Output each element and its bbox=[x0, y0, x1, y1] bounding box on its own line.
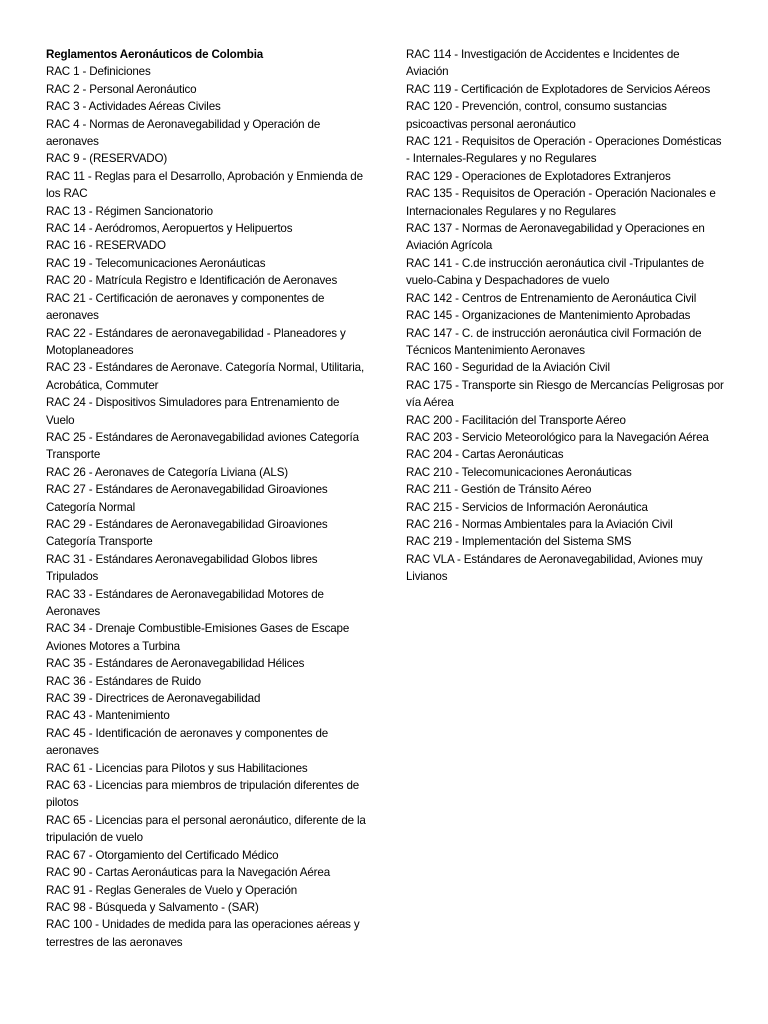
regulation-item: RAC 63 - Licencias para miembros de tripulación diferentes de pilotos bbox=[46, 779, 360, 810]
regulation-item: RAC 22 - Estándares de aeronavegabilidad - Planeadores y Motoplaneadores bbox=[46, 326, 346, 357]
regulation-item: RAC 203 - Servicio Meteorológico para la Navegación Aérea bbox=[406, 430, 709, 444]
right-column-list bbox=[406, 46, 724, 586]
regulation-item: RAC 33 - Estándares de Aeronavegabilidad Motores de Aeronaves bbox=[46, 587, 324, 618]
regulation-item: RAC 13 - Régimen Sancionatorio bbox=[46, 204, 213, 218]
regulation-item: RAC 147 - C. de instrucción aeronáutica civil Formación de Técnicos Mantenimiento Aeronaves bbox=[406, 326, 702, 357]
regulation-item: RAC 36 - Estándares de Ruido bbox=[46, 674, 201, 688]
regulation-item: RAC 67 - Otorgamiento del Certificado Médico bbox=[46, 848, 279, 862]
regulation-item: RAC 142 - Centros de Entrenamiento de Aeronáutica Civil bbox=[406, 291, 697, 305]
regulation-item: RAC 129 - Operaciones de Explotadores Extranjeros bbox=[406, 169, 671, 183]
regulation-item: RAC 210 - Telecomunicaciones Aeronáuticas bbox=[406, 465, 632, 479]
regulation-item: RAC 29 - Estándares de Aeronavegabilidad Giroaviones Categoría Transporte bbox=[46, 517, 328, 549]
regulation-item: RAC 43 - Mantenimiento bbox=[46, 709, 170, 723]
regulation-item: RAC 21 - Certificación de aeronaves y componentes de aeronaves bbox=[46, 291, 325, 323]
regulation-item: RAC 25 - Estándares de Aeronavegabilidad aviones Categoría Transporte bbox=[46, 430, 359, 462]
regulation-item: RAC 120 - Prevención, control, consumo sustancias psicoactivas personal aeronáutico bbox=[406, 100, 667, 131]
regulation-item: RAC 135 - Requisitos de Operación - Operación Nacionales e Internacionales Regulares y no Regulares bbox=[406, 187, 716, 218]
regulation-item: RAC 45 - Identificación de aeronaves y componentes de aeronaves bbox=[46, 726, 329, 758]
regulation-item: RAC 23 - Estándares de Aeronave. Categoría Normal, Utilitaria, Acrobática, Commuter bbox=[46, 361, 365, 392]
regulation-item: RAC 31 - Estándares Aeronavegabilidad Globos libres Tripulados bbox=[46, 552, 318, 584]
regulation-item: RAC 91 - Reglas Generales de Vuelo y Operación bbox=[46, 883, 298, 897]
regulation-item: RAC 39 - Directrices de Aeronavegabilidad bbox=[46, 692, 261, 706]
regulation-item: RAC 61 - Licencias para Pilotos y sus Habilitaciones bbox=[46, 761, 308, 775]
document-title: Reglamentos Aeronáuticos de Colombia bbox=[46, 48, 264, 61]
regulation-item: RAC 100 - Unidades de medida para las operaciones aéreas y terrestres de las aeronaves bbox=[46, 918, 360, 949]
regulation-item: RAC 3 - Actividades Aéreas Civiles bbox=[46, 100, 221, 114]
regulation-item: RAC 1 - Definiciones bbox=[46, 65, 151, 79]
regulation-item: RAC 215 - Servicios de Información Aeronáutica bbox=[406, 500, 648, 514]
regulation-item: RAC 204 - Cartas Aeronáuticas bbox=[406, 448, 564, 462]
regulation-item: RAC 26 - Aeronaves de Categoría Liviana (ALS) bbox=[46, 465, 289, 479]
regulation-item: RAC 24 - Dispositivos Simuladores para Entrenamiento de Vuelo bbox=[46, 396, 340, 427]
regulation-item: RAC 160 - Seguridad de la Aviación Civil bbox=[406, 361, 610, 375]
regulation-item: RAC 141 - C.de instrucción aeronáutica civil -Tripulantes de vuelo-Cabina y Despachadores de vuelo bbox=[406, 256, 704, 288]
regulation-item: RAC 20 - Matrícula Registro e Identificación de Aeronaves bbox=[46, 274, 338, 288]
regulation-item: RAC 11 - Reglas para el Desarrollo, Aprobación y Enmienda de los RAC bbox=[46, 169, 363, 201]
regulation-item: RAC 2 - Personal Aeronáutico bbox=[46, 82, 197, 96]
regulation-item: RAC 65 - Licencias para el personal aeronáutico, diferente de la tripulación de vuelo bbox=[46, 813, 366, 845]
regulation-item: RAC 14 - Aeródromos, Aeropuertos y Helipuertos bbox=[46, 222, 293, 236]
regulation-item: RAC 219 - Implementación del Sistema SMS bbox=[406, 535, 632, 549]
regulation-item: RAC 119 - Certificación de Explotadores de Servicios Aéreos bbox=[406, 82, 711, 96]
regulation-item: RAC 90 - Cartas Aeronáuticas para la Navegación Aérea bbox=[46, 866, 330, 880]
regulation-item: RAC 200 - Facilitación del Transporte Aéreo bbox=[406, 413, 626, 427]
regulation-item: RAC 98 - Búsqueda y Salvamento - (SAR) bbox=[46, 900, 259, 914]
regulation-item: RAC 19 - Telecomunicaciones Aeronáuticas bbox=[46, 256, 266, 270]
regulation-item: RAC 145 - Organizaciones de Mantenimiento Aprobadas bbox=[406, 309, 691, 323]
regulation-item: RAC 35 - Estándares de Aeronavegabilidad Hélices bbox=[46, 657, 305, 671]
regulation-item: RAC 34 - Drenaje Combustible-Emisiones Gases de Escape Aviones Motores a Turbina bbox=[46, 622, 350, 653]
document-title-item bbox=[46, 46, 366, 63]
regulation-item: RAC 121 - Requisitos de Operación - Operaciones Domésticas - Internales-Regulares y no Regulares bbox=[406, 135, 722, 166]
regulation-item: RAC VLA - Estándares de Aeronavegabilidad, Aviones muy Livianos bbox=[406, 552, 703, 584]
regulation-item: RAC 137 - Normas de Aeronavegabilidad y Operaciones en Aviación Agrícola bbox=[406, 222, 705, 253]
regulation-item: RAC 216 - Normas Ambientales para la Aviación Civil bbox=[406, 517, 673, 531]
regulation-item: RAC 114 - Investigación de Accidentes e Incidentes de Aviación bbox=[406, 48, 680, 79]
regulation-item: RAC 175 - Transporte sin Riesgo de Mercancías Peligrosas por vía Aérea bbox=[406, 378, 724, 410]
regulation-item: RAC 211 - Gestión de Tránsito Aéreo bbox=[406, 483, 592, 497]
left-column-list bbox=[46, 46, 366, 951]
regulation-item: RAC 16 - RESERVADO bbox=[46, 239, 166, 253]
regulation-item: RAC 4 - Normas de Aeronavegabilidad y Operación de aeronaves bbox=[46, 117, 321, 149]
regulation-item: RAC 27 - Estándares de Aeronavegabilidad Giroaviones Categoría Normal bbox=[46, 483, 328, 514]
regulation-item: RAC 9 - (RESERVADO) bbox=[46, 152, 168, 166]
